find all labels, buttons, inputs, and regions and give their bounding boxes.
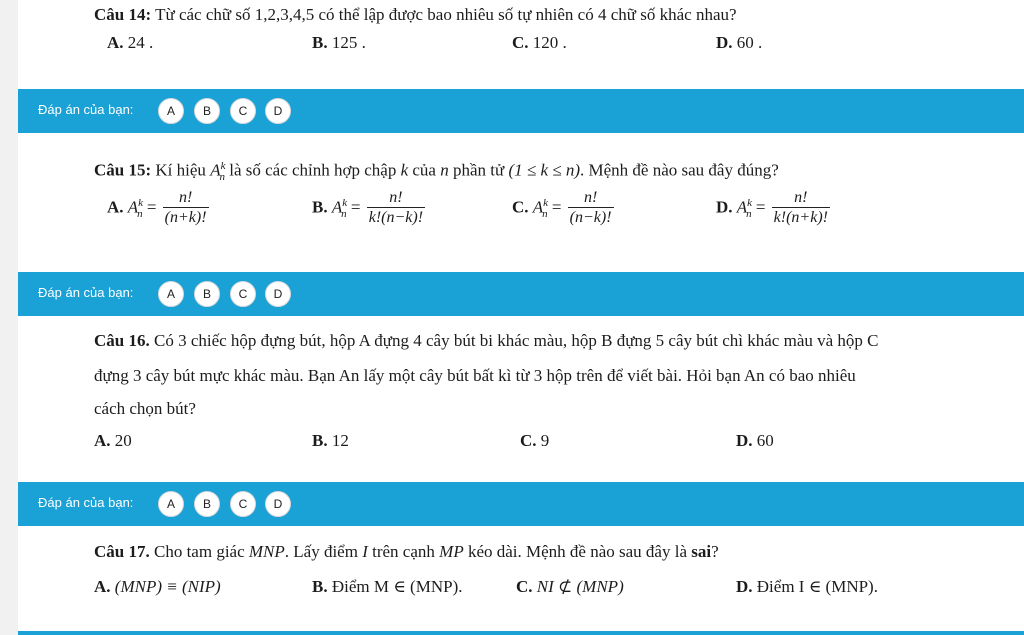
q17-option-a: A. (MNP) ≡ (NIP) xyxy=(94,577,221,596)
left-gutter xyxy=(0,0,18,635)
q14-option-a: A. 24 . xyxy=(107,33,154,52)
q15-option-d: D. $A^k_n$ = $\frac{n!}{k!(n+k)!}$ xyxy=(716,189,828,226)
q15-frac-c: $\frac{n!}{(n-k)!}$ xyxy=(569,189,612,226)
q15-option-b: B. $A^k_n$ = $\frac{n!}{k!(n-k)!}$ xyxy=(312,189,424,226)
answer-bar-q16 xyxy=(18,482,1024,526)
q16-option-b: B. 12 xyxy=(312,431,349,450)
q14-option-b: B. 125 . xyxy=(312,33,366,52)
q14-choice-a[interactable]: A xyxy=(158,98,184,124)
answer-bar-q15 xyxy=(18,272,1024,316)
answer-label: Đáp án của bạn: xyxy=(38,285,134,300)
q15-choice-d[interactable]: D xyxy=(265,281,291,307)
q15-choice-b[interactable]: B xyxy=(194,281,220,307)
q15-choice-a[interactable]: A xyxy=(158,281,184,307)
q14-choice-b[interactable]: B xyxy=(194,98,220,124)
q16-choice-c[interactable]: C xyxy=(230,491,256,517)
q14-choice-d[interactable]: D xyxy=(265,98,291,124)
q15-stem: Câu 15: Kí hiệu $A^k_n$ là số các chỉnh hợp chập k của n phần tử (1 ≤ k ≤ n). Mệnh đề nào sau đây đúng? xyxy=(94,160,779,184)
q16-option-d: D. 60 xyxy=(736,431,774,450)
q16-choice-a[interactable]: A xyxy=(158,491,184,517)
q16-line-3: cách chọn bút? xyxy=(94,399,196,418)
answer-label: Đáp án của bạn: xyxy=(38,102,134,117)
q14-option-c: C. 120 . xyxy=(512,33,567,52)
q15-option-c: C. $A^k_n$ = $\frac{n!}{(n-k)!}$ xyxy=(512,189,612,226)
q14-stem xyxy=(94,4,737,26)
answer-bar-q14 xyxy=(18,89,1024,133)
q16-option-c: C. 9 xyxy=(520,431,550,450)
q17-option-c: C. NI ⊄ (MNP) xyxy=(516,577,624,596)
q15-option-a: A. $A^k_n$ = $\frac{n!}{(n+k)!}$ xyxy=(107,189,207,226)
q15-frac-b: $\frac{n!}{k!(n-k)!}$ xyxy=(368,189,424,226)
q16-line-2: đựng 3 cây bút mực khác màu. Bạn An lấy một cây bút bất kì từ 3 hộp trên để viết bài. Hỏi bạn An có bao nhiêu xyxy=(94,366,856,385)
q16-line-1: Câu 16. Có 3 chiếc hộp đựng bút, hộp A đựng 4 cây bút bi khác màu, hộp B đựng 5 cây bút chì khác màu và hộp C xyxy=(94,331,879,350)
q15-choice-c[interactable]: C xyxy=(230,281,256,307)
q14-text: Từ các chữ số 1,2,3,4,5 có thể lập được bao nhiêu số tự nhiên có 4 chữ số khác nhau? xyxy=(155,5,737,24)
q17-option-d: D. Điểm I ∈ (MNP). xyxy=(736,577,878,596)
q17-stem: Câu 17. Cho tam giác MNP. Lấy điểm I trên cạnh MP kéo dài. Mệnh đề nào sau đây là sai? xyxy=(94,542,719,561)
answer-label: Đáp án của bạn: xyxy=(38,495,134,510)
q16-option-a: A. 20 xyxy=(94,431,132,450)
q14-prefix: Câu 14: xyxy=(94,5,152,24)
q15-frac-d: $\frac{n!}{k!(n+k)!}$ xyxy=(773,189,828,226)
q17-option-b: B. Điểm M ∈ (MNP). xyxy=(312,577,463,596)
q14-option-d: D. 60 . xyxy=(716,33,763,52)
q16-choice-d[interactable]: D xyxy=(265,491,291,517)
q16-choice-b[interactable]: B xyxy=(194,491,220,517)
answer-bar-q17-edge xyxy=(18,631,1024,635)
q14-choice-c[interactable]: C xyxy=(230,98,256,124)
q15-frac-a: $\frac{n!}{(n+k)!}$ xyxy=(164,189,207,226)
